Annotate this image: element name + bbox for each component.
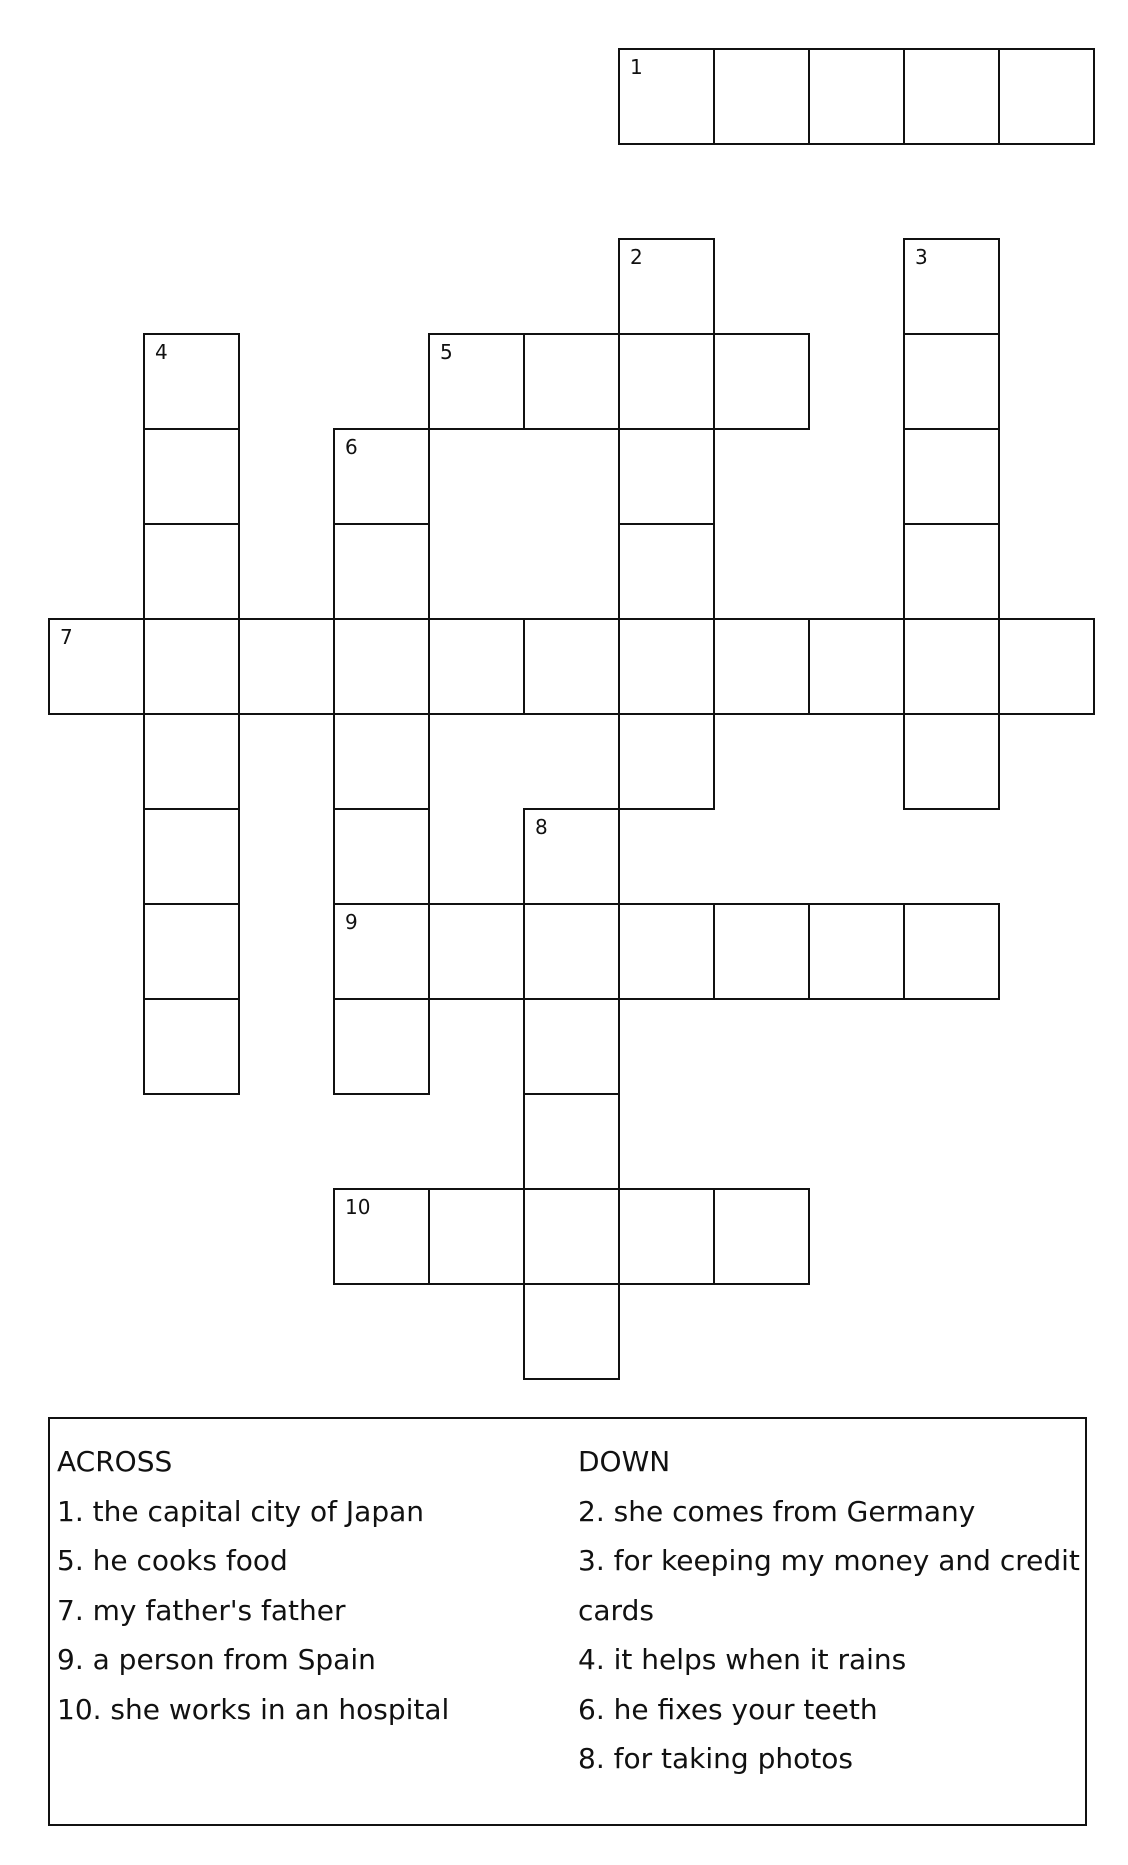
grid-cell[interactable]	[808, 48, 905, 145]
grid-cell[interactable]	[143, 523, 240, 620]
clue-number: 3	[915, 245, 928, 269]
grid-cell[interactable]	[333, 713, 430, 810]
clue-number: 8	[535, 815, 548, 839]
grid-cell[interactable]	[523, 1188, 620, 1285]
grid-cell[interactable]	[523, 808, 620, 905]
grid-cell[interactable]	[903, 523, 1000, 620]
clue-number: 5	[440, 340, 453, 364]
clue-number: 2	[630, 245, 643, 269]
grid-cell[interactable]	[143, 808, 240, 905]
grid-cell[interactable]	[903, 618, 1000, 715]
grid-cell[interactable]	[713, 48, 810, 145]
grid-cell[interactable]	[333, 523, 430, 620]
grid-cell[interactable]	[618, 48, 715, 145]
grid-cell[interactable]	[903, 333, 1000, 430]
across-heading: ACROSS	[57, 1445, 173, 1478]
grid-cell[interactable]	[143, 428, 240, 525]
grid-cell[interactable]	[523, 1283, 620, 1380]
down-clue: 4. it helps when it rains	[578, 1643, 907, 1676]
grid-cell[interactable]	[48, 618, 145, 715]
across-clue: 7. my father's father	[57, 1593, 346, 1627]
grid-cell[interactable]	[523, 333, 620, 430]
clues-box	[48, 1417, 1087, 1826]
grid-cell[interactable]	[333, 903, 430, 1000]
grid-cell[interactable]	[618, 618, 715, 715]
grid-cell[interactable]	[523, 1093, 620, 1190]
grid-cell[interactable]	[808, 903, 905, 1000]
grid-cell[interactable]	[713, 333, 810, 430]
across-clue: 1. the capital city of Japan	[57, 1494, 424, 1528]
grid-cell[interactable]	[333, 998, 430, 1095]
down-heading: DOWN	[578, 1445, 671, 1478]
grid-cell[interactable]	[618, 713, 715, 810]
across-clues	[57, 1437, 557, 1734]
down-clue: 6. he fixes your teeth	[578, 1692, 878, 1726]
grid-cell[interactable]	[523, 618, 620, 715]
down-clues	[578, 1437, 1078, 1784]
down-clue: 8. for taking photos	[578, 1742, 853, 1775]
clue-number: 7	[60, 625, 73, 649]
clue-number: 10	[345, 1195, 371, 1219]
grid-cell[interactable]	[428, 1188, 525, 1285]
across-clue: 5. he cooks food	[57, 1544, 288, 1577]
grid-cell[interactable]	[903, 428, 1000, 525]
grid-cell[interactable]	[713, 1188, 810, 1285]
grid-cell[interactable]	[618, 238, 715, 335]
grid-cell[interactable]	[333, 618, 430, 715]
grid-cell[interactable]	[618, 428, 715, 525]
clue-number: 1	[630, 55, 643, 79]
grid-cell[interactable]	[903, 238, 1000, 335]
grid-cell[interactable]	[903, 48, 1000, 145]
down-clue: cards	[578, 1593, 654, 1627]
grid-cell[interactable]	[333, 428, 430, 525]
grid-cell[interactable]	[998, 618, 1095, 715]
grid-cell[interactable]	[143, 333, 240, 430]
grid-cell[interactable]	[808, 618, 905, 715]
grid-cell[interactable]	[238, 618, 335, 715]
grid-cell[interactable]	[713, 618, 810, 715]
grid-cell[interactable]	[143, 998, 240, 1095]
grid-cell[interactable]	[428, 333, 525, 430]
across-clue: 9. a person from Spain	[57, 1643, 376, 1676]
grid-cell[interactable]	[618, 1188, 715, 1285]
grid-cell[interactable]	[143, 903, 240, 1000]
grid-cell[interactable]	[618, 523, 715, 620]
grid-cell[interactable]	[618, 333, 715, 430]
across-clue: 10. she works in an hospital	[57, 1692, 450, 1726]
grid-cell[interactable]	[523, 998, 620, 1095]
grid-cell[interactable]	[428, 618, 525, 715]
grid-cell[interactable]	[523, 903, 620, 1000]
grid-cell[interactable]	[998, 48, 1095, 145]
down-clue: 2. she comes from Germany	[578, 1494, 976, 1528]
grid-cell[interactable]	[618, 903, 715, 1000]
grid-cell[interactable]	[333, 1188, 430, 1285]
clue-number: 9	[345, 910, 358, 934]
grid-cell[interactable]	[143, 713, 240, 810]
down-clue: 3. for keeping my money and credit	[578, 1544, 1080, 1577]
grid-cell[interactable]	[428, 903, 525, 1000]
grid-cell[interactable]	[903, 903, 1000, 1000]
grid-cell[interactable]	[143, 618, 240, 715]
grid-cell[interactable]	[333, 808, 430, 905]
clue-number: 4	[155, 340, 168, 364]
clue-number: 6	[345, 435, 358, 459]
grid-cell[interactable]	[713, 903, 810, 1000]
grid-cell[interactable]	[903, 713, 1000, 810]
